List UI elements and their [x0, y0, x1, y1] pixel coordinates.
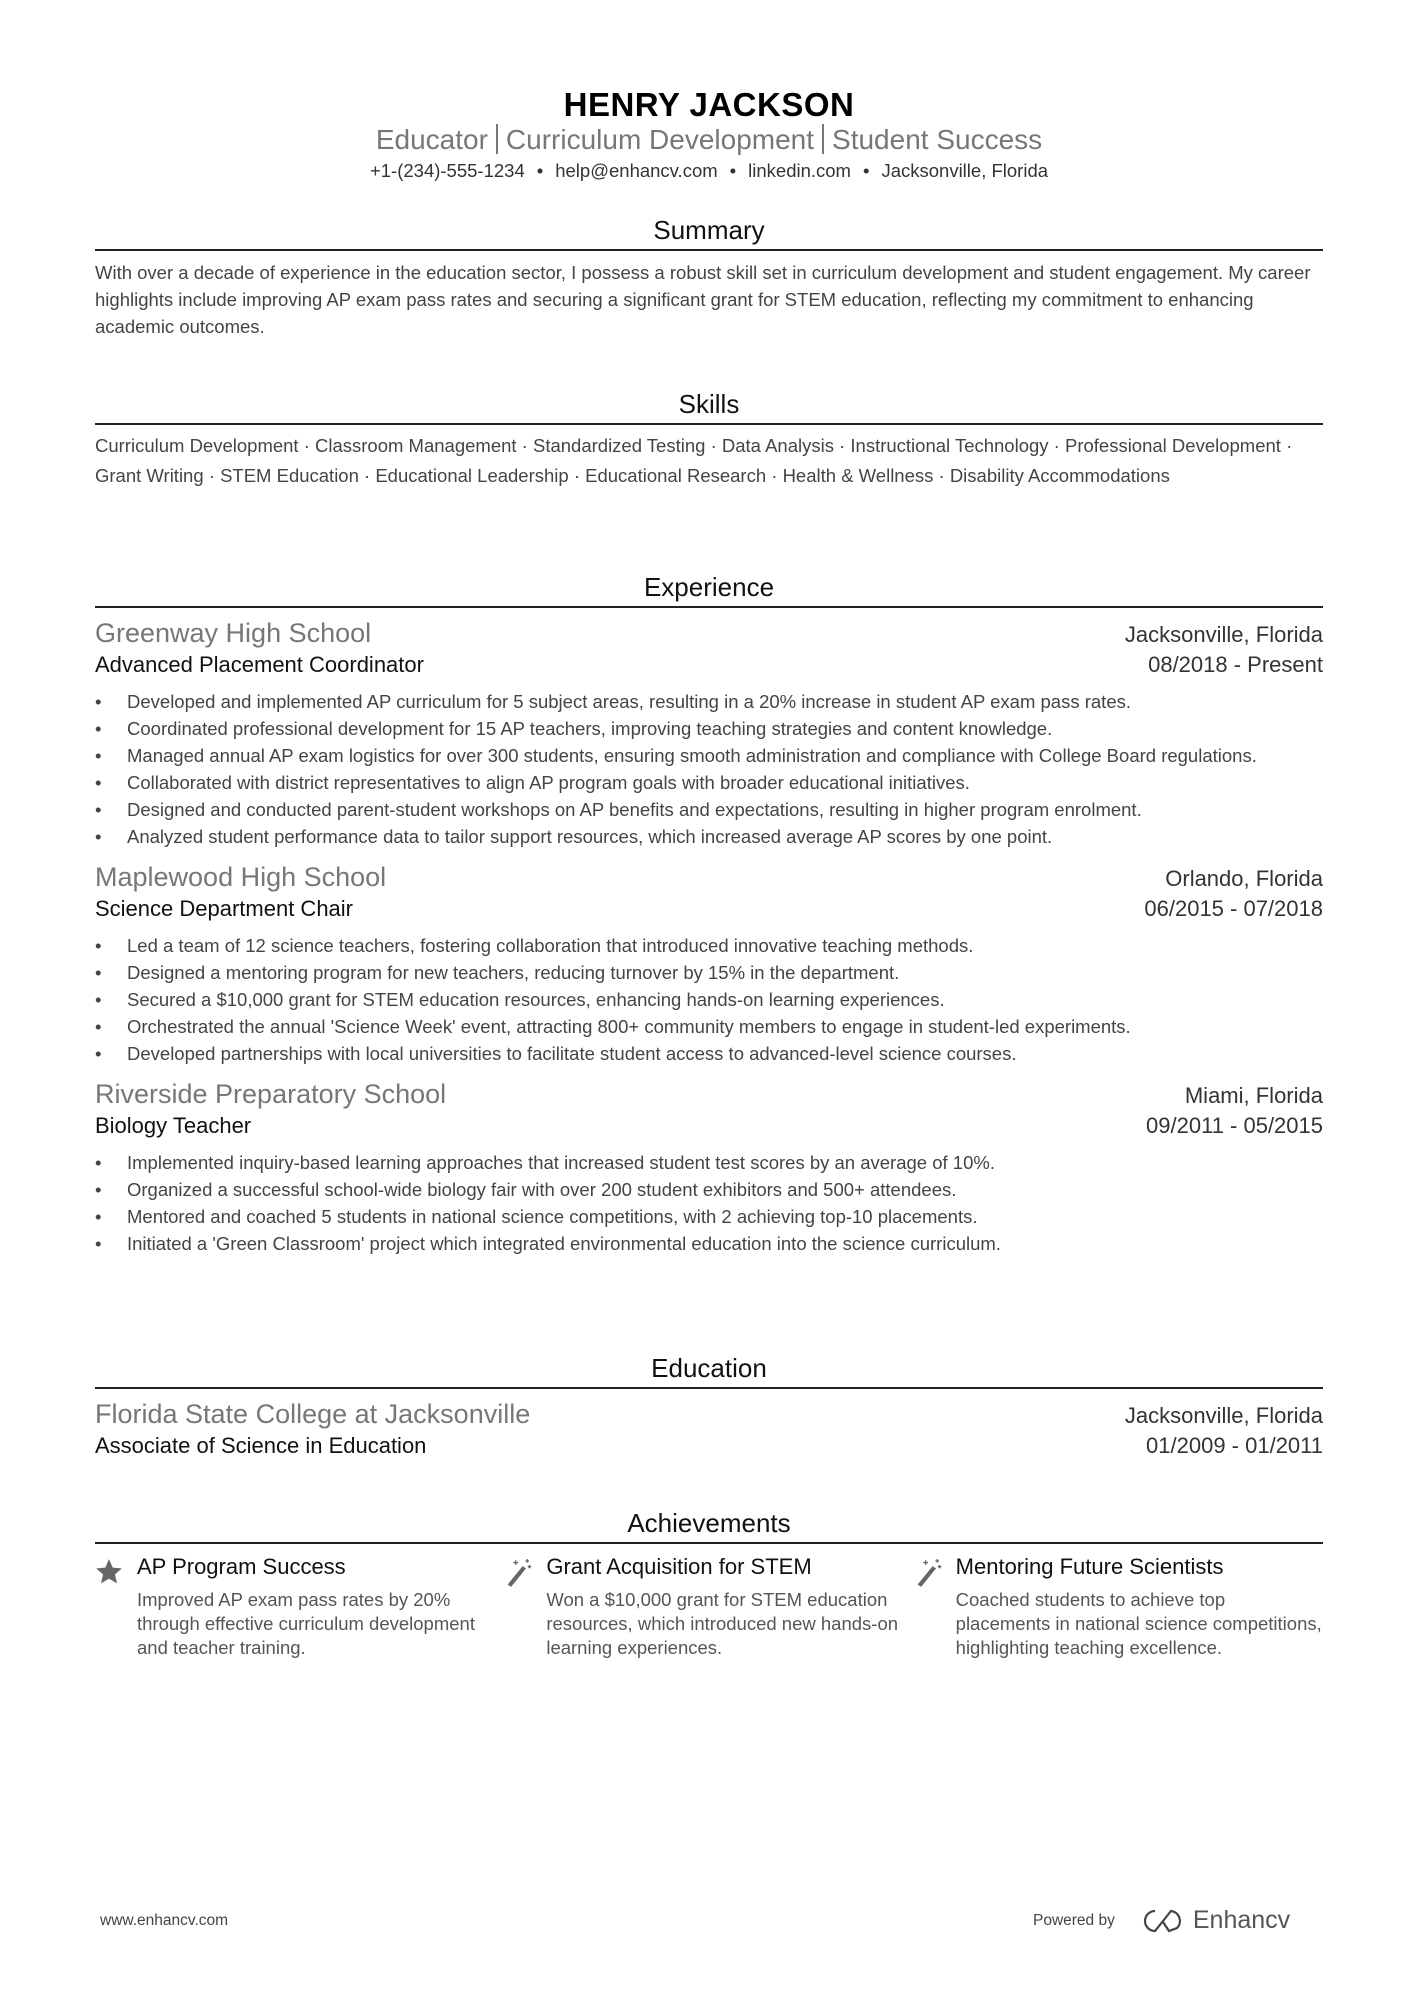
job-title: Science Department Chair: [95, 896, 354, 921]
achievement-description: Won a $10,000 grant for STEM education resources, which introduced new hands-on learning experiences.: [546, 1589, 899, 1658]
achievement-title: AP Program Success: [137, 1554, 346, 1579]
company-name: Riverside Preparatory School: [95, 1079, 447, 1109]
job-location: Orlando, Florida: [1165, 866, 1323, 891]
brand-name: Enhancv: [1192, 1906, 1291, 1934]
bullet-item: • Collaborated with district representatives to align AP program goals with broader educational initiatives.: [95, 769, 1323, 796]
achievement-item: [504, 1554, 913, 1660]
job-entry: [95, 862, 1323, 1067]
job-entry: [95, 618, 1323, 850]
job-entry: [95, 1079, 1323, 1257]
divider: [95, 423, 1323, 425]
section-title: Experience: [643, 572, 775, 602]
job-dates: 06/2015 - 07/2018: [1144, 896, 1323, 921]
section-title: Achievements: [627, 1508, 791, 1538]
linkedin-link[interactable]: linkedin.com: [748, 160, 851, 181]
bullet-item: • Managed annual AP exam logistics for over 300 students, ensuring smooth administration and compliance with College Board regulations.: [95, 742, 1323, 769]
divider: [496, 124, 498, 154]
achievement-item: [95, 1554, 504, 1660]
job-bullets: [95, 1149, 1323, 1257]
degree: Associate of Science in Education: [95, 1433, 427, 1458]
school-location: Jacksonville, Florida: [1124, 1403, 1323, 1428]
footer-website[interactable]: www.enhancv.com: [100, 1912, 229, 1929]
education-dates: 01/2009 - 01/2011: [1146, 1433, 1323, 1458]
phone: +1-(234)-555-1234: [369, 160, 525, 181]
bullet-item: • Orchestrated the annual 'Science Week' event, attracting 800+ community members to engage in student-led experiments.: [95, 1013, 1323, 1040]
section-title: Summary: [653, 215, 765, 245]
bullet-item: • Coordinated professional development for 15 AP teachers, improving teaching strategies and content knowledge.: [95, 715, 1323, 742]
company-name: Maplewood High School: [95, 862, 387, 892]
school-name: Florida State College at Jacksonville: [95, 1399, 531, 1429]
education-entry: [95, 1399, 1323, 1467]
bullet-item: • Developed and implemented AP curriculum for 5 subject areas, resulting in a 20% increase in student AP exam pass rates.: [95, 688, 1323, 715]
bullet-item: • Implemented inquiry-based learning approaches that increased student test scores by an average of 10%.: [95, 1149, 1323, 1176]
bullet-item: • Secured a $10,000 grant for STEM education resources, enhancing hands-on learning experiences.: [95, 986, 1323, 1013]
job-bullets: [95, 932, 1323, 1067]
bullet-item: • Initiated a 'Green Classroom' project which integrated environmental education into the science curriculum.: [95, 1230, 1323, 1257]
bullet-item: • Analyzed student performance data to tailor support resources, which increased average AP scores by one point.: [95, 823, 1323, 850]
job-title: Advanced Placement Coordinator: [95, 652, 424, 677]
tagline-item: Student Success: [832, 124, 1043, 155]
contact-info: +1-(234)-555-1234 • help@enhancv.com • linkedin.com • Jacksonville, Florida: [369, 160, 1049, 181]
divider: [822, 124, 824, 154]
achievement-description: Coached students to achieve top placements in national science competitions, highlighting teaching excellence.: [955, 1589, 1322, 1658]
enhancv-logo-icon: [1141, 1908, 1185, 1934]
achievement-title: Grant Acquisition for STEM: [546, 1554, 812, 1579]
divider: [95, 606, 1323, 608]
candidate-name: HENRY JACKSON: [563, 86, 855, 123]
email-link[interactable]: help@enhancv.com: [555, 160, 718, 181]
tagline: [95, 124, 1323, 156]
bullet-item: • Developed partnerships with local universities to facilitate student access to advanced-level science courses.: [95, 1040, 1323, 1067]
star-icon: [95, 1554, 137, 1660]
company-name: Greenway High School: [95, 618, 372, 648]
achievements-section: [95, 1508, 1323, 1660]
experience-section: [95, 572, 1323, 1257]
education-section: [95, 1353, 1323, 1467]
achievement-description: Improved AP exam pass rates by 20% through effective curriculum development and teacher training.: [137, 1589, 475, 1658]
divider: [95, 249, 1323, 251]
bullet-item: • Organized a successful school-wide biology fair with over 200 student exhibitors and 500+ attendees.: [95, 1176, 1323, 1203]
bullet-item: • Led a team of 12 science teachers, fostering collaboration that introduced innovative teaching methods.: [95, 932, 1323, 959]
tagline-item: Educator: [375, 124, 488, 155]
section-title: Skills: [678, 389, 740, 419]
powered-by-label: Powered by: [1033, 1911, 1115, 1929]
divider: [95, 1542, 1323, 1544]
skills-section: [95, 389, 1323, 491]
summary-section: [95, 215, 1323, 340]
tagline-item: Curriculum Development: [505, 124, 815, 155]
magic-wand-icon: [914, 1554, 956, 1660]
bullet-item: • Designed and conducted parent-student workshops on AP benefits and expectations, resulting in higher program enrolment.: [95, 796, 1323, 823]
job-title: Biology Teacher: [95, 1113, 252, 1138]
divider: [95, 1387, 1323, 1389]
location: Jacksonville, Florida: [881, 160, 1049, 181]
job-location: Jacksonville, Florida: [1124, 622, 1323, 647]
achievement-item: [914, 1554, 1323, 1660]
job-dates: 09/2011 - 05/2015: [1146, 1113, 1323, 1138]
section-title: Education: [651, 1353, 767, 1383]
bullet-item: • Mentored and coached 5 students in national science competitions, with 2 achieving top-10 placements.: [95, 1203, 1323, 1230]
achievement-title: Mentoring Future Scientists: [955, 1554, 1224, 1579]
magic-wand-icon: [504, 1554, 546, 1660]
enhancv-logo: [1141, 1906, 1290, 1935]
footer-branding: [1033, 1906, 1290, 1935]
job-bullets: [95, 688, 1323, 850]
skills-list: Curriculum Development · Classroom Management · Standardized Testing · Data Analysis · Instructional Technology · Professional Development · Grant Writing · STEM Education · Educational Leadership · Educational Research · Health & Wellness · Disability Accommodations: [95, 435, 1293, 486]
bullet-item: • Designed a mentoring program for new teachers, reducing turnover by 15% in the department.: [95, 959, 1323, 986]
job-location: Miami, Florida: [1184, 1083, 1323, 1108]
job-dates: 08/2018 - Present: [1148, 652, 1323, 677]
summary-text: With over a decade of experience in the education sector, I possess a robust skill set in curriculum development and student engagement. My career highlights include improving AP exam pass rates and securing a significant grant for STEM education, reflecting my commitment to enhancing academic outcomes.: [95, 262, 1311, 337]
